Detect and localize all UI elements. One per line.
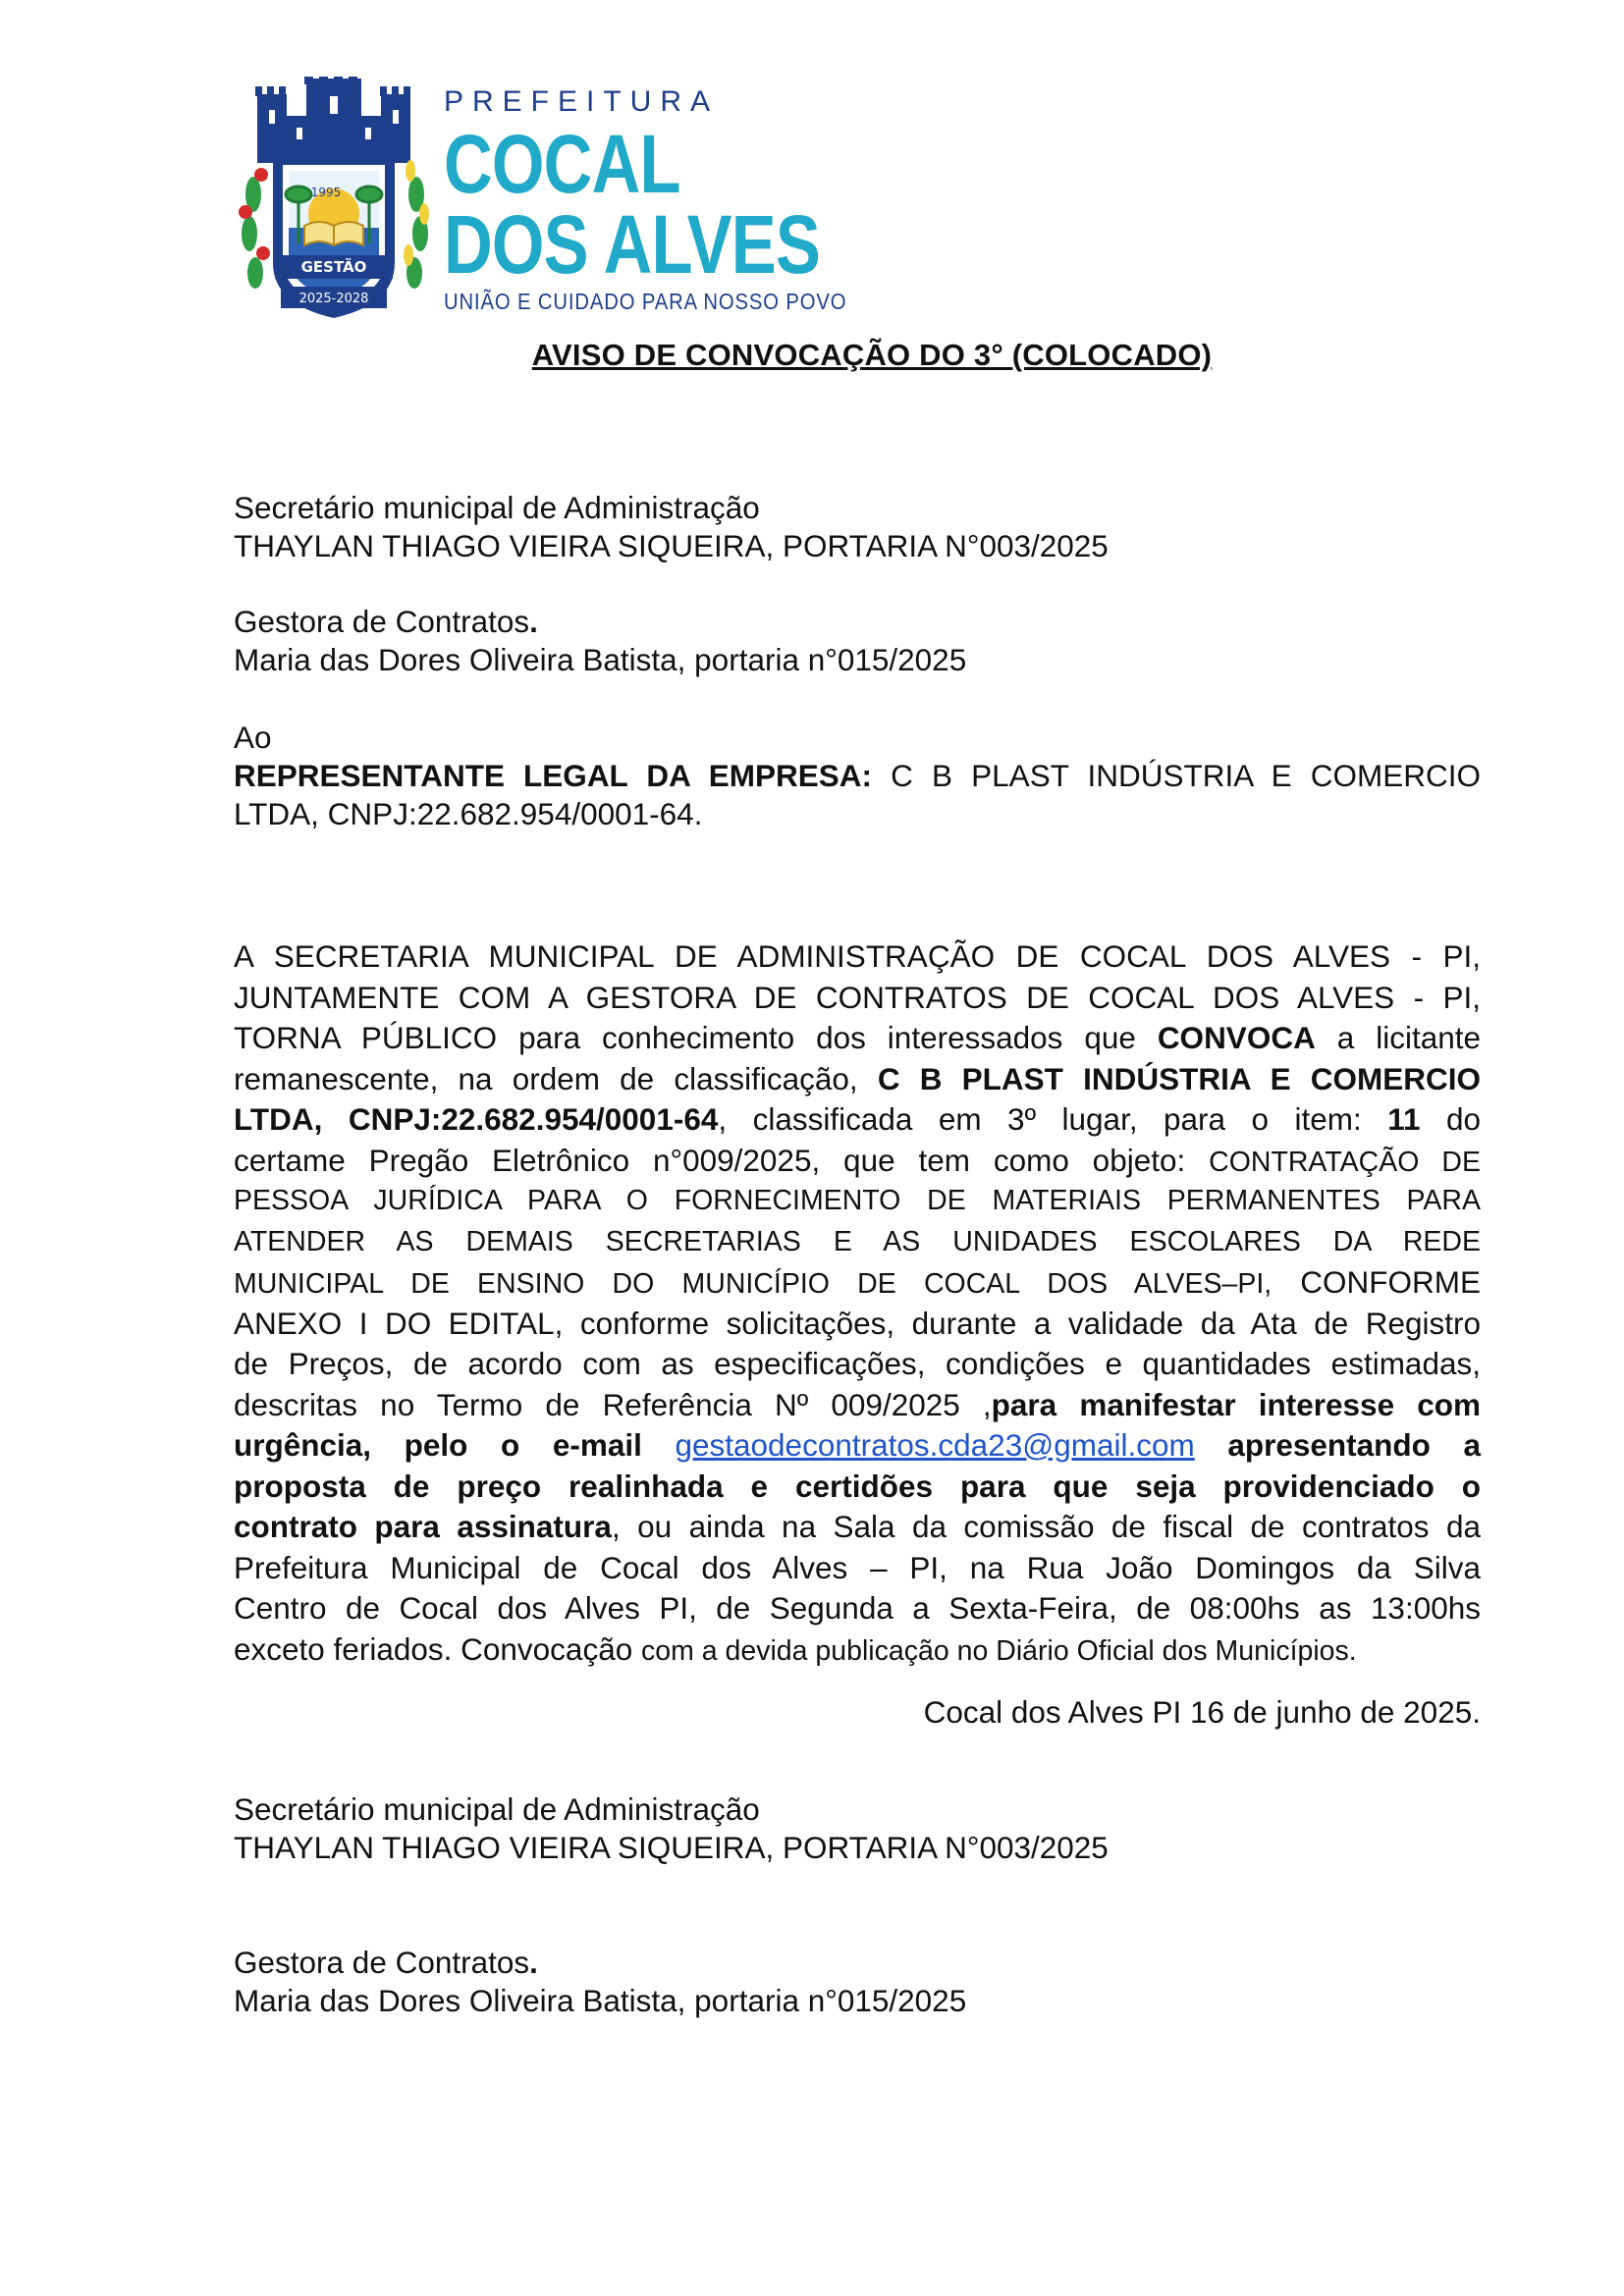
text-run: CONFORME — [1272, 1264, 1481, 1300]
crest-term-text: 2025-2028 — [298, 292, 369, 306]
bold-instruction: contrato para assinatura — [234, 1509, 612, 1544]
secretary-name: THAYLAN THIAGO VIEIRA SIQUEIRA, PORTARIA N°003/2025 — [234, 528, 1109, 563]
signature-secretary-role: Secretário municipal de Administração — [234, 1791, 760, 1827]
signature-manager-name: Maria das Dores Oliveira Batista, portaria n°015/2025 — [234, 1983, 967, 2018]
item-number: 11 — [1387, 1101, 1421, 1137]
logo-name-line1: COCAL — [444, 118, 680, 210]
text-run: certame Pregão Eletrônico n°009/2025, que tem como objeto: — [234, 1142, 1210, 1178]
recipient-label: REPRESENTANTE LEGAL DA EMPRESA: — [234, 758, 873, 793]
signature-secretary-name: THAYLAN THIAGO VIEIRA SIQUEIRA, PORTARIA N°003/2025 — [234, 1830, 1109, 1865]
signature-manager — [234, 1944, 1481, 2020]
logo-name-line2: DOS ALVES — [444, 198, 821, 291]
text-run: remanescente, na ordem de classificação, — [234, 1060, 878, 1096]
paragraph-line-1: A SECRETARIA MUNICIPAL DE ADMINISTRAÇÃO DE COCAL DOS ALVES - PI, — [234, 938, 1481, 974]
logo-slogan: UNIÃO E CUIDADO PARA NOSSO POVO — [444, 289, 847, 314]
paragraph-line-13 — [234, 1425, 1481, 1467]
secretary-role: Secretário municipal de Administração — [234, 490, 760, 525]
text-run: com a devida publicação no Diário Oficial dos Municípios. — [641, 1634, 1357, 1667]
paragraph-line-11: de Preços, de acordo com as especificações, condições e quantidades estimadas, — [234, 1346, 1481, 1381]
document-date: Cocal dos Alves PI 16 de junho de 2025. — [923, 1694, 1481, 1730]
text-run: a licitante — [1315, 1020, 1481, 1055]
crest-year: 1995 — [310, 186, 342, 199]
signature-secretary — [234, 1790, 1481, 1867]
convocation-paragraph — [234, 936, 1481, 1670]
bold-instruction: urgência, pelo o e-mail — [234, 1427, 676, 1463]
paragraph-line-14: proposta de preço realinhada e certidões para que seja providenciado o — [234, 1468, 1481, 1504]
text-run: , ou ainda na Sala da comissão de fiscal de contratos da — [611, 1509, 1481, 1544]
paragraph-line-3 — [234, 1018, 1481, 1059]
document-title: AVISO DE CONVOCAÇÃO DO 3° (COLOCADO) — [531, 338, 1213, 372]
paragraph-line-9 — [234, 1262, 1481, 1304]
company-name-bold: C B PLAST INDÚSTRIA E COMERCIO — [877, 1060, 1481, 1096]
sender-secretary — [234, 489, 1481, 565]
paragraph-line-12 — [234, 1385, 1481, 1426]
company-cnpj-bold: LTDA, CNPJ:22.682.954/0001-64 — [234, 1101, 719, 1137]
email-link[interactable]: gestaodecontratos.cda23@gmail.com — [675, 1427, 1195, 1463]
manager-role-line — [234, 603, 1481, 641]
paragraph-line-18 — [234, 1629, 1481, 1671]
paragraph-line-17: Centro de Cocal dos Alves PI, de Segunda a Sexta-Feira, de 08:00hs as 13:00hs — [234, 1590, 1481, 1626]
text-run: descritas no Termo de Referência Nº 009/2025 , — [234, 1386, 992, 1422]
municipality-logo — [236, 77, 847, 340]
paragraph-line-4 — [234, 1059, 1481, 1100]
recipient-company-part2: LTDA, CNPJ:22.682.954/0001-64. — [234, 796, 703, 831]
convoca-word: CONVOCA — [1157, 1020, 1316, 1055]
paragraph-line-7: PESSOA JURÍDICA PARA O FORNECIMENTO DE MATERIAIS PERMANENTES PARA — [234, 1185, 1481, 1216]
logo-prefeitura: PREFEITURA — [444, 85, 720, 118]
logo-wordmark — [444, 84, 847, 315]
text-run: TORNA PÚBLICO para conhecimento dos interessados que — [234, 1020, 1158, 1055]
paragraph-line-10: ANEXO I DO EDITAL, conforme solicitações, durante a validade da Ata de Registro — [234, 1305, 1481, 1341]
signature-manager-role: Gestora de Contratos — [234, 1945, 530, 1980]
text-run: do — [1420, 1101, 1482, 1137]
signature-manager-role-punct: . — [529, 1945, 538, 1980]
paragraph-line-15 — [234, 1507, 1481, 1548]
recipient-ao: Ao — [234, 720, 272, 755]
paragraph-line-8: ATENDER AS DEMAIS SECRETARIAS E AS UNIDADES ESCOLARES DA REDE — [234, 1225, 1481, 1257]
object-text: MUNICIPAL DE ENSINO DO MUNICÍPIO DE COCAL DOS ALVES–PI, — [234, 1268, 1272, 1300]
paragraph-line-2: JUNTAMENTE COM A GESTORA DE CONTRATOS DE COCAL DOS ALVES - PI, — [234, 979, 1481, 1015]
manager-role-punct: . — [529, 604, 538, 639]
coat-of-arms-icon — [236, 77, 432, 340]
crest-banner-text: GESTÃO — [300, 258, 367, 276]
paragraph-line-6 — [234, 1141, 1481, 1182]
object-text: CONTRATAÇÃO DE — [1209, 1146, 1481, 1178]
paragraph-line-16: Prefeitura Municipal de Cocal dos Alves – PI, na Rua João Domingos da Silva — [234, 1549, 1481, 1585]
sender-manager — [234, 603, 1481, 679]
recipient — [234, 719, 1481, 833]
recipient-company-part1: C B PLAST INDÚSTRIA E COMERCIO — [872, 758, 1481, 793]
bold-instruction: apresentando a — [1194, 1427, 1481, 1463]
manager-role: Gestora de Contratos — [234, 604, 530, 639]
recipient-line1 — [234, 757, 1481, 795]
text-run: exceto feriados. Convocação — [234, 1630, 641, 1667]
text-run: , classificada em 3º lugar, para o item: — [718, 1101, 1388, 1137]
paragraph-line-5 — [234, 1099, 1481, 1141]
manager-name: Maria das Dores Oliveira Batista, portaria n°015/2025 — [234, 642, 967, 677]
bold-instruction: para manifestar interesse com — [991, 1386, 1481, 1422]
signature-manager-role-line — [234, 1944, 1481, 1982]
